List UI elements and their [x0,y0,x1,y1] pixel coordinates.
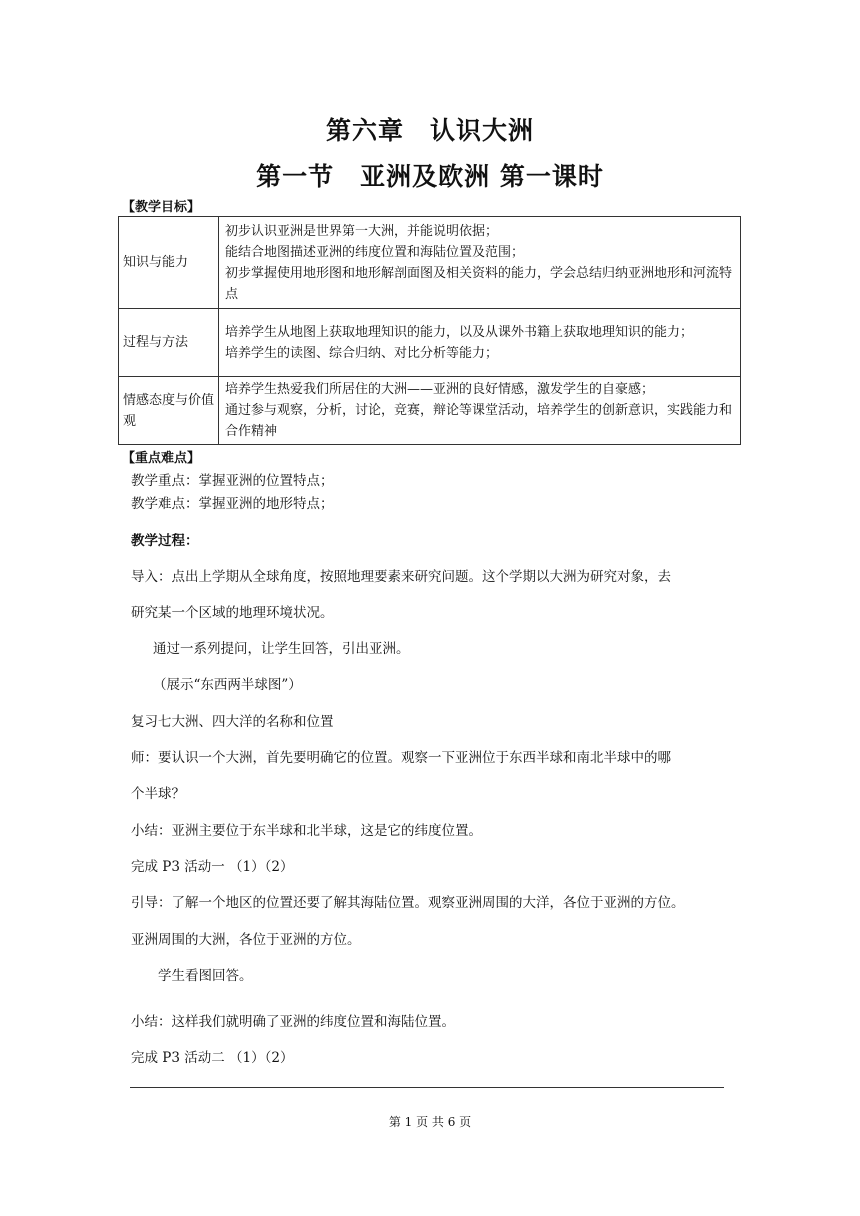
goal-line: 培养学生从地图上获取地理知识的能力，以及从课外书籍上获取地理知识的能力； [225,324,694,340]
process-line: 完成 P3 活动一 （1）（2） [131,859,294,875]
goal-content [219,309,741,377]
page-footer: 第 1 页 共 6 页 [388,1115,472,1129]
chapter-title: 第六章 认识大洲 [325,116,534,145]
process-line: 引导：了解一个地区的位置还要了解其海陆位置。观察亚洲周围的大洋，各位于亚洲的方位。 [131,895,685,911]
table-row [119,217,741,309]
process-line: 小结：亚洲主要位于东半球和北半球，这是它的纬度位置。 [131,823,482,839]
goal-content [219,377,741,445]
goal-label: 情感态度与价值观 [119,377,219,445]
goals-table [118,216,741,445]
process-line: （展示“东西两半球图”） [153,677,302,693]
process-line: 亚洲周围的大洲，各位于亚洲的方位。 [131,932,361,948]
process-line: 学生看图回答。 [158,968,253,984]
process-line: 完成 P3 活动二 （1）（2） [131,1050,294,1066]
footer-divider [130,1087,724,1088]
goal-label: 知识与能力 [119,217,219,309]
key-heading: 【重点难点】 [122,451,201,466]
process-line: 研究某一个区域的地理环境状况。 [131,605,334,621]
goal-line: 能结合地图描述亚洲的纬度位置和海陆位置及范围； [225,244,525,260]
process-line: 小结：这样我们就明确了亚洲的纬度位置和海陆位置。 [131,1014,455,1030]
goal-line: 培养学生热爱我们所居住的大洲——亚洲的良好情感，激发学生的自豪感； [225,382,655,397]
goal-label: 过程与方法 [119,309,219,377]
key-point: 教学重点：掌握亚洲的位置特点； [131,473,334,489]
process-line: 个半球？ [131,786,185,802]
process-line: 师：要认识一个大洲，首先要明确它的位置。观察一下亚洲位于东西半球和南北半球中的哪 [131,750,671,766]
goal-content [219,217,741,309]
goal-line: 培养学生的读图、综合归纳、对比分析等能力； [225,345,499,361]
section-title: 第一节 亚洲及欧洲 第一课时 [256,162,604,191]
goal-line: 通过参与观察，分析，讨论，竞赛，辩论等课堂活动，培养学生的创新意识，实践能力和合作精神 [225,403,733,439]
process-line: 复习七大洲、四大洋的名称和位置 [131,714,334,730]
process-heading: 教学过程： [131,533,199,549]
difficult-point: 教学难点：掌握亚洲的地形特点； [131,496,334,512]
goal-line: 初步掌握使用地形图和地形解剖面图及相关资料的能力，学会总结归纳亚洲地形和河流特点 [225,265,733,302]
process-line: 导入：点出上学期从全球角度，按照地理要素来研究问题。这个学期以大洲为研究对象，去 [131,569,671,585]
goal-line: 初步认识亚洲是世界第一大洲，并能说明依据； [225,223,499,239]
goals-heading: 【教学目标】 [122,200,201,215]
table-row [119,377,741,445]
table-row [119,309,741,377]
process-line: 通过一系列提问，让学生回答，引出亚洲。 [153,641,410,657]
